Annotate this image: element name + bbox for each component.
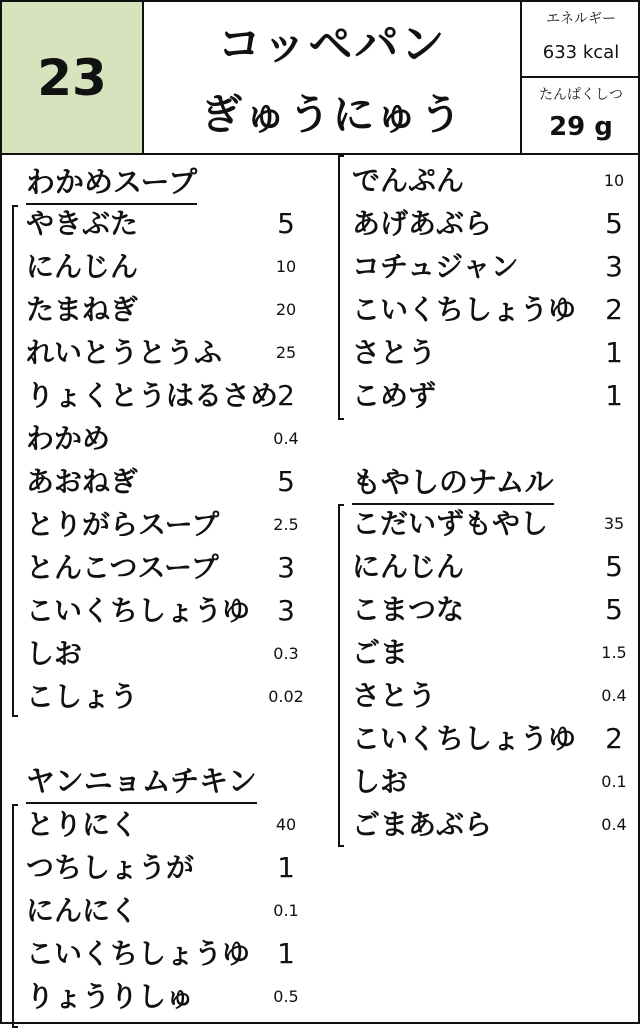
ingredient-amount: 40 xyxy=(275,815,297,834)
ingredient-name: しお xyxy=(26,637,83,670)
protein-value: 29 g xyxy=(549,112,613,142)
day-number: 23 xyxy=(2,2,144,153)
energy-value: 633 kcal xyxy=(542,42,620,63)
ingredient-name: あげあぶら xyxy=(352,207,493,240)
ingredient-name: さとう xyxy=(352,679,437,712)
ingredient-amount: 1 xyxy=(605,336,623,369)
ingredient-amount: 0.4 xyxy=(273,429,299,448)
menu-title-line2: ぎゅうにゅう xyxy=(200,90,464,139)
ingredient-amount: 10 xyxy=(603,171,625,190)
ingredient-amount: 0.1 xyxy=(601,772,627,791)
ingredient-amount: 5 xyxy=(277,207,295,240)
ingredient-name: こだいずもやし xyxy=(352,507,549,540)
ingredient-name: つちしょうが xyxy=(26,851,195,884)
ingredient-row xyxy=(26,417,314,460)
ingredient-amount: 1.5 xyxy=(601,643,627,662)
protein-label: たんぱくしつ xyxy=(539,87,623,103)
ingredient-name: れいとうとうふ xyxy=(26,336,223,369)
ingredient-name: こいくちしょうゆ xyxy=(352,293,577,326)
energy-cell xyxy=(522,2,640,78)
ingredient-row xyxy=(26,889,314,932)
ingredient-name: とりがらスープ xyxy=(26,508,220,541)
ingredient-amount: 2.5 xyxy=(273,515,299,534)
ingredient-row xyxy=(26,331,314,374)
ingredient-name: にんじん xyxy=(352,550,465,583)
ingredient-name: りょうりしゅ xyxy=(26,980,195,1013)
ingredient-name: さとう xyxy=(352,336,437,369)
ingredient-name: こまつな xyxy=(352,593,465,626)
ingredient-row xyxy=(352,288,640,331)
ingredient-name: わかめ xyxy=(26,422,111,455)
bracket-moyashi-namul xyxy=(338,504,340,847)
ingredient-name: コチュジャン xyxy=(352,250,519,283)
ingredient-amount: 0.4 xyxy=(601,686,627,705)
ingredient-row xyxy=(26,975,314,1018)
ingredient-amount: 3 xyxy=(277,594,295,627)
section-title-yangnyeom-chicken: ヤンニョムチキン xyxy=(26,759,257,804)
ingredient-name: でんぷん xyxy=(352,164,465,197)
ingredient-row xyxy=(352,717,640,760)
ingredient-amount: 0.3 xyxy=(273,644,299,663)
ingredient-name: ごま xyxy=(352,636,409,669)
menu-title-line1: コッペパン xyxy=(217,19,447,70)
ingredient-amount: 0.02 xyxy=(268,687,304,706)
ingredient-name: にんにく xyxy=(26,894,139,927)
ingredient-row xyxy=(352,631,640,674)
ingredient-row xyxy=(26,460,314,503)
ingredient-name: しお xyxy=(352,765,409,798)
ingredient-amount: 20 xyxy=(275,300,297,319)
nutrition-box xyxy=(520,2,640,153)
ingredient-row xyxy=(352,331,640,374)
bracket-wakame-soup xyxy=(12,205,14,717)
ingredient-row xyxy=(352,803,640,846)
ingredient-amount: 5 xyxy=(605,207,623,240)
ingredient-name: やきぶた xyxy=(26,207,139,240)
ingredient-amount: 2 xyxy=(605,722,623,755)
ingredient-row xyxy=(26,932,314,975)
ingredient-row xyxy=(352,674,640,717)
ingredient-row xyxy=(26,675,314,718)
section-title-moyashi-namul: もやしのナムル xyxy=(352,460,554,505)
ingredient-row xyxy=(26,846,314,889)
ingredient-amount: 2 xyxy=(605,293,623,326)
ingredient-amount: 1 xyxy=(605,379,623,412)
ingredient-name: こしょう xyxy=(26,680,139,713)
ingredient-name: とりにく xyxy=(26,808,139,841)
ingredient-row xyxy=(352,588,640,631)
ingredient-name: ごまあぶら xyxy=(352,808,493,841)
ingredient-amount: 3 xyxy=(605,250,623,283)
ingredient-row xyxy=(26,546,314,589)
ingredient-row xyxy=(26,803,314,846)
ingredient-name: こめず xyxy=(352,379,437,412)
ingredient-amount: 3 xyxy=(277,551,295,584)
ingredient-amount: 35 xyxy=(603,514,625,533)
ingredient-name: とんこつスープ xyxy=(26,551,219,584)
ingredient-row xyxy=(26,245,314,288)
ingredient-amount: 25 xyxy=(275,343,297,362)
ingredient-row xyxy=(352,159,640,202)
ingredient-row xyxy=(352,545,640,588)
card-header xyxy=(2,2,638,155)
ingredient-row xyxy=(26,589,314,632)
menu-title xyxy=(144,2,520,153)
ingredient-amount: 1 xyxy=(277,937,295,970)
ingredient-row xyxy=(26,632,314,675)
ingredient-row xyxy=(352,374,640,417)
ingredient-amount: 5 xyxy=(605,550,623,583)
ingredient-amount: 2 xyxy=(277,379,295,412)
ingredient-name: にんじん xyxy=(26,250,139,283)
ingredient-name: こいくちしょうゆ xyxy=(26,594,251,627)
ingredient-name: こいくちしょうゆ xyxy=(352,722,577,755)
bracket-chicken-continued xyxy=(338,155,340,420)
ingredient-row xyxy=(26,288,314,331)
ingredient-amount: 5 xyxy=(605,593,623,626)
bracket-yangnyeom-chicken xyxy=(12,804,14,1028)
ingredient-amount: 5 xyxy=(277,465,295,498)
ingredient-row xyxy=(352,760,640,803)
ingredient-amount: 0.1 xyxy=(273,901,299,920)
ingredient-row xyxy=(352,502,640,545)
ingredient-row xyxy=(26,503,314,546)
ingredient-name: こいくちしょうゆ xyxy=(26,937,251,970)
ingredient-row xyxy=(352,245,640,288)
section-title-wakame-soup: わかめスープ xyxy=(26,160,197,205)
ingredient-row xyxy=(352,202,640,245)
ingredient-name: りょくとうはるさめ xyxy=(26,379,279,412)
ingredient-name: たまねぎ xyxy=(26,293,139,326)
ingredient-name: あおねぎ xyxy=(26,465,139,498)
ingredient-row xyxy=(26,374,314,417)
ingredient-amount: 0.5 xyxy=(273,987,299,1006)
ingredient-row xyxy=(26,202,314,245)
ingredient-amount: 0.4 xyxy=(601,815,627,834)
energy-label: エネルギー xyxy=(546,11,616,27)
ingredient-amount: 1 xyxy=(277,851,295,884)
ingredient-amount: 10 xyxy=(275,257,297,276)
